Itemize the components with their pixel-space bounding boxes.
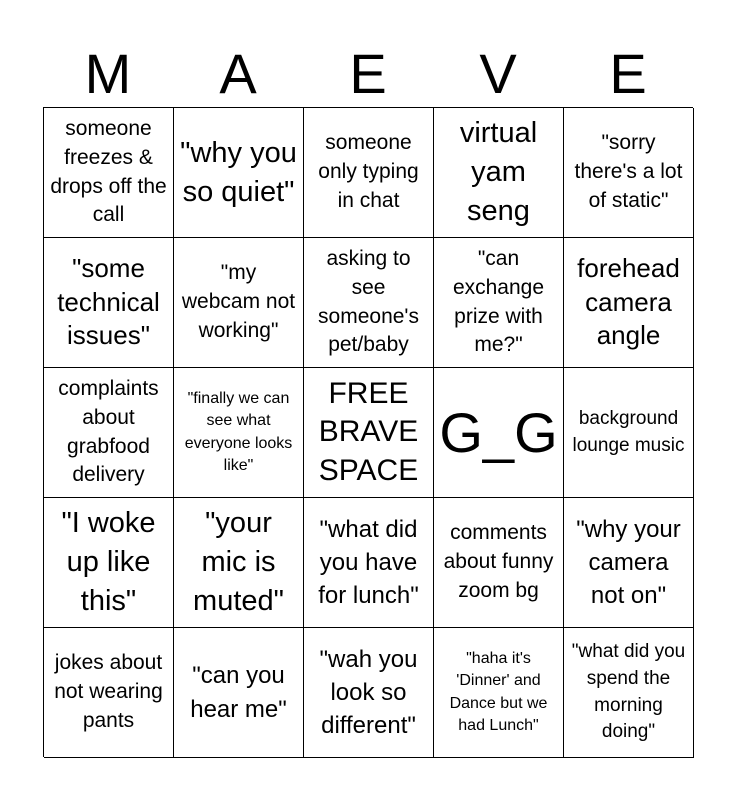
bingo-cell[interactable] xyxy=(174,628,304,758)
bingo-cell[interactable] xyxy=(434,238,564,368)
bingo-cell[interactable] xyxy=(564,238,694,368)
cell-text: complaints about grabfood delivery xyxy=(58,376,159,487)
bingo-cell[interactable] xyxy=(564,108,694,238)
cell-text: "your mic is muted" xyxy=(193,507,284,617)
cell-text: "sorry there's a lot of static" xyxy=(574,131,683,212)
bingo-cell[interactable] xyxy=(304,628,434,758)
cell-text: "I woke up like this" xyxy=(61,507,156,617)
cell-text: G_G xyxy=(439,400,558,464)
bingo-cell[interactable] xyxy=(564,628,694,758)
bingo-cell[interactable] xyxy=(304,498,434,628)
bingo-cell[interactable] xyxy=(304,238,434,368)
bingo-cell[interactable] xyxy=(434,628,564,758)
header-letter-3: E xyxy=(349,42,387,105)
bingo-cell[interactable] xyxy=(44,108,174,238)
cell-text: "what did you spend the morning doing" xyxy=(571,641,686,743)
bingo-cell[interactable] xyxy=(174,498,304,628)
cell-text: forehead camera angle xyxy=(577,252,680,351)
bingo-cell[interactable] xyxy=(44,368,174,498)
cell-text: someone only typing in chat xyxy=(318,131,419,212)
header-letter-1: M xyxy=(84,42,132,105)
cell-text: virtual yam seng xyxy=(459,117,538,227)
cell-text: "wah you look so different" xyxy=(319,645,418,740)
bingo-cell[interactable] xyxy=(44,498,174,628)
cell-text: "haha it's 'Dinner' and Dance but we had Lunch" xyxy=(449,649,548,734)
bingo-cell[interactable] xyxy=(564,498,694,628)
bingo-cell[interactable] xyxy=(44,238,174,368)
cell-text: "can exchange prize with me?" xyxy=(452,246,545,357)
cell-text: "my webcam not working" xyxy=(181,261,296,342)
bingo-cell[interactable] xyxy=(174,368,304,498)
bingo-cell[interactable] xyxy=(174,238,304,368)
header-letter-5: E xyxy=(609,42,647,105)
cell-text: "what did you have for lunch" xyxy=(318,515,419,610)
bingo-cell[interactable] xyxy=(434,368,564,498)
bingo-cell[interactable] xyxy=(434,108,564,238)
cell-text: "finally we can see what everyone looks like" xyxy=(184,389,293,474)
cell-text: "why you so quiet" xyxy=(180,136,297,208)
cell-text: "why your camera not on" xyxy=(576,515,681,610)
cell-text: asking to see someone's pet/baby xyxy=(318,246,419,357)
bingo-board xyxy=(43,107,693,757)
cell-text: jokes about not wearing pants xyxy=(54,651,163,732)
bingo-cell[interactable] xyxy=(304,108,434,238)
cell-text: "some technical issues" xyxy=(57,252,160,351)
bingo-cell[interactable] xyxy=(174,108,304,238)
bingo-cell[interactable] xyxy=(564,368,694,498)
bingo-cell[interactable] xyxy=(44,628,174,758)
cell-text: background lounge music xyxy=(572,407,685,456)
cell-text: "can you hear me" xyxy=(190,662,287,723)
bingo-cell[interactable] xyxy=(434,498,564,628)
cell-text: someone freezes & drops off the call xyxy=(50,116,167,227)
header-letter-2: A xyxy=(219,42,257,105)
free-space-cell[interactable] xyxy=(304,368,434,498)
bingo-header xyxy=(43,40,693,108)
cell-text: comments about funny zoom bg xyxy=(443,521,554,602)
header-letter-4: V xyxy=(479,42,517,105)
free-space-text: FREE BRAVE SPACE xyxy=(318,376,419,487)
